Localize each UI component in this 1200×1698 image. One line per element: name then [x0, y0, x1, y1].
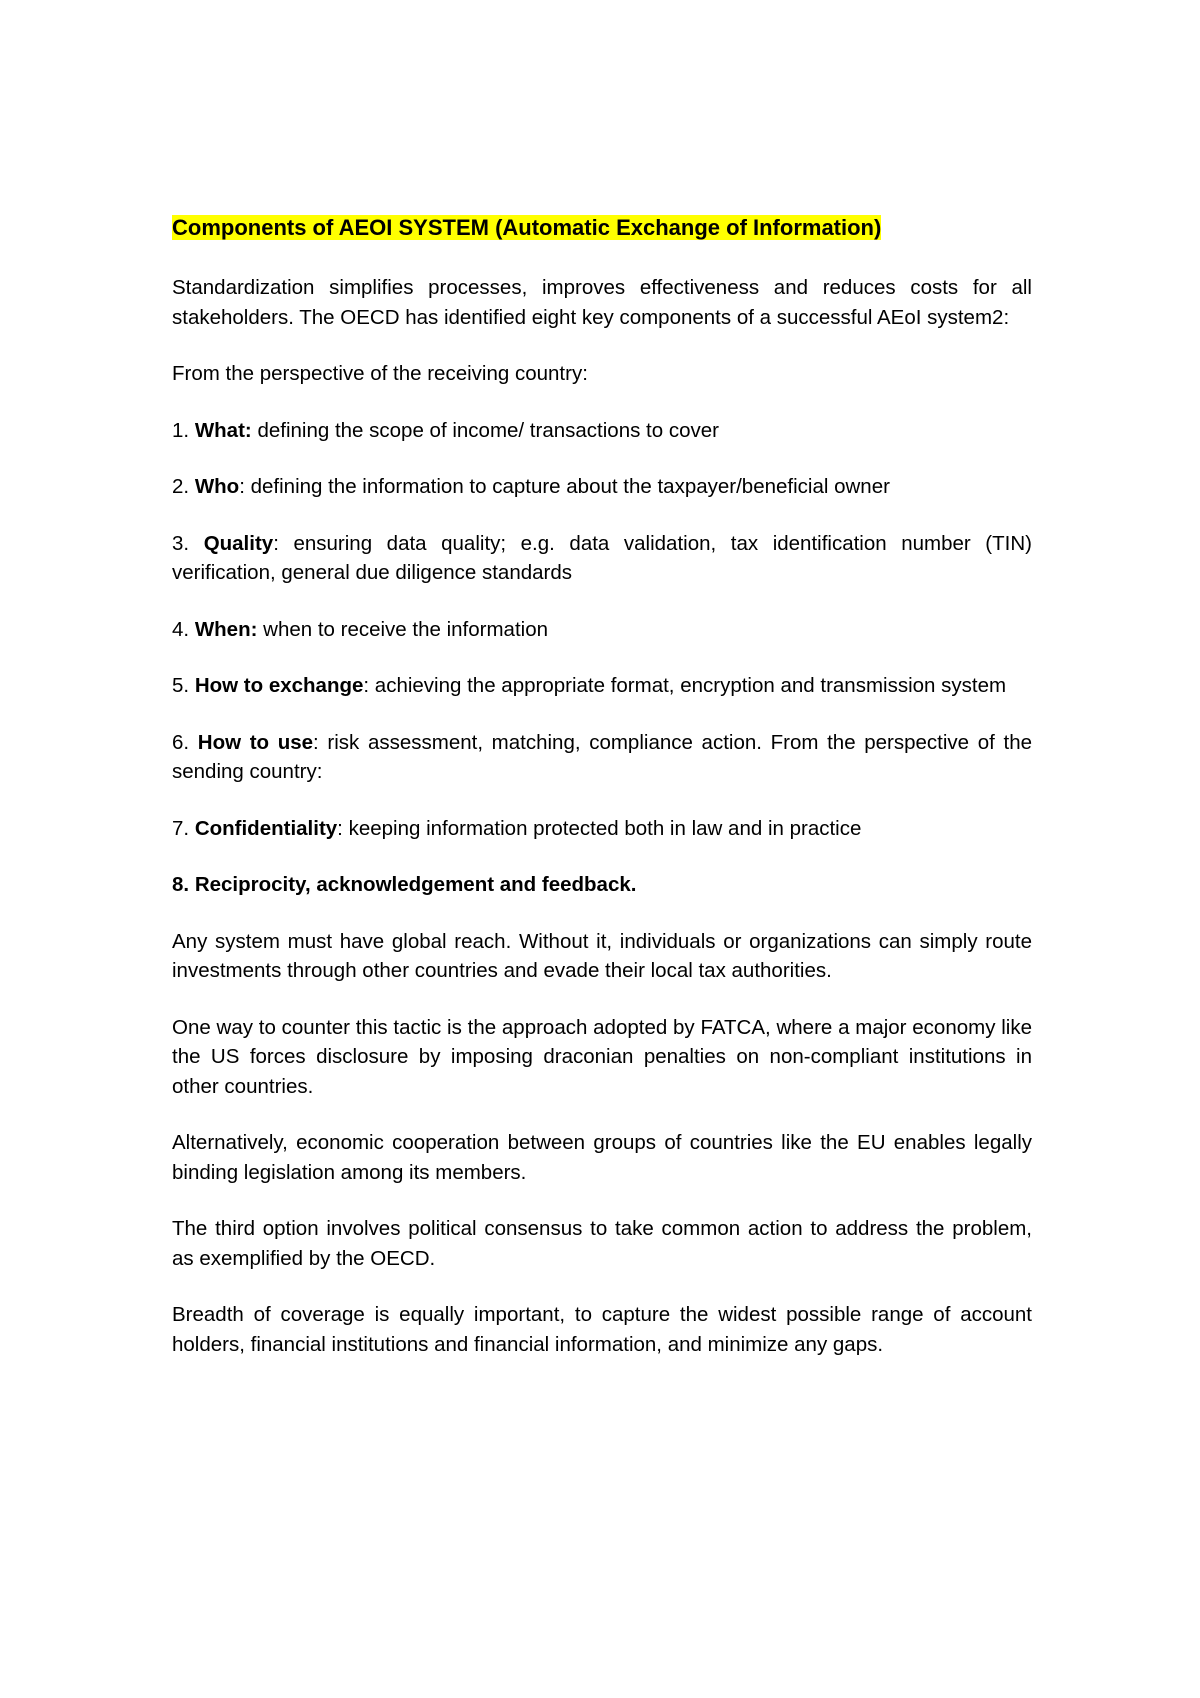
- component-number: 5.: [172, 674, 190, 697]
- component-number: 7.: [172, 816, 190, 840]
- component-number: 8.: [172, 873, 190, 896]
- component-term: Reciprocity, acknowledgement and feedback.: [194, 873, 637, 896]
- component-text: : risk assessment, matching, compliance action. From the perspective of the sending country:: [172, 730, 1032, 783]
- body-paragraph: Alternatively, economic cooperation between groups of countries like the EU enables legally binding legislation among its members.: [172, 1131, 1032, 1184]
- component-term: What:: [194, 418, 252, 442]
- component-text: : keeping information protected both in law and in practice: [337, 816, 862, 840]
- component-item-1: [172, 416, 1032, 446]
- body-paragraph: The third option involves political consensus to take common action to address the problem, as exemplified by the OECD.: [172, 1217, 1032, 1270]
- component-term: Who: [194, 475, 240, 498]
- intro-paragraph: Standardization simplifies processes, improves effectiveness and reduces costs for all stakeholders. The OECD has identified eight key components of a successful AEoI system2:: [172, 276, 1032, 329]
- component-text: : ensuring data quality; e.g. data validation, tax identification number (TIN) verification, general due diligence standards: [172, 531, 1032, 584]
- component-term: Quality: [203, 531, 274, 555]
- document-title: [172, 213, 1032, 243]
- component-text: : defining the information to capture about the taxpayer/beneficial owner: [239, 475, 890, 498]
- document-page: [172, 213, 1032, 1386]
- title-highlight: Components of AEOI SYSTEM (Automatic Exchange of Information): [172, 215, 882, 240]
- component-item-5: [172, 671, 1032, 701]
- component-item-4: [172, 615, 1032, 645]
- component-number: 2.: [172, 475, 190, 498]
- component-text: defining the scope of income/ transactions to cover: [251, 418, 719, 442]
- component-term: Confidentiality: [194, 816, 338, 840]
- component-item-8: [172, 870, 1032, 900]
- body-paragraph: Any system must have global reach. Without it, individuals or organizations can simply route investments through other countries and evade their local tax authorities.: [172, 929, 1032, 982]
- component-item-7: [172, 814, 1032, 844]
- component-number: 3.: [172, 531, 190, 555]
- component-number: 1.: [172, 418, 190, 442]
- component-term: How to use: [197, 730, 314, 754]
- component-item-3: [172, 529, 1032, 588]
- component-number: 4.: [172, 617, 190, 641]
- component-item-6: [172, 728, 1032, 787]
- component-text: when to receive the information: [257, 617, 549, 641]
- component-item-2: [172, 472, 1032, 502]
- body-paragraph: Breadth of coverage is equally important, to capture the widest possible range of account holders, financial institutions and financial information, and minimize any gaps.: [172, 1303, 1032, 1356]
- component-text: : achieving the appropriate format, encryption and transmission system: [363, 674, 1007, 697]
- component-term: How to exchange: [194, 674, 364, 697]
- component-number: 6.: [172, 730, 190, 754]
- component-term: When:: [194, 617, 258, 641]
- receiving-perspective-line: From the perspective of the receiving country:: [172, 362, 588, 385]
- body-paragraph: One way to counter this tactic is the approach adopted by FATCA, where a major economy like the US forces disclosure by imposing draconian penalties on non-compliant institutions in other countries.: [172, 1015, 1032, 1098]
